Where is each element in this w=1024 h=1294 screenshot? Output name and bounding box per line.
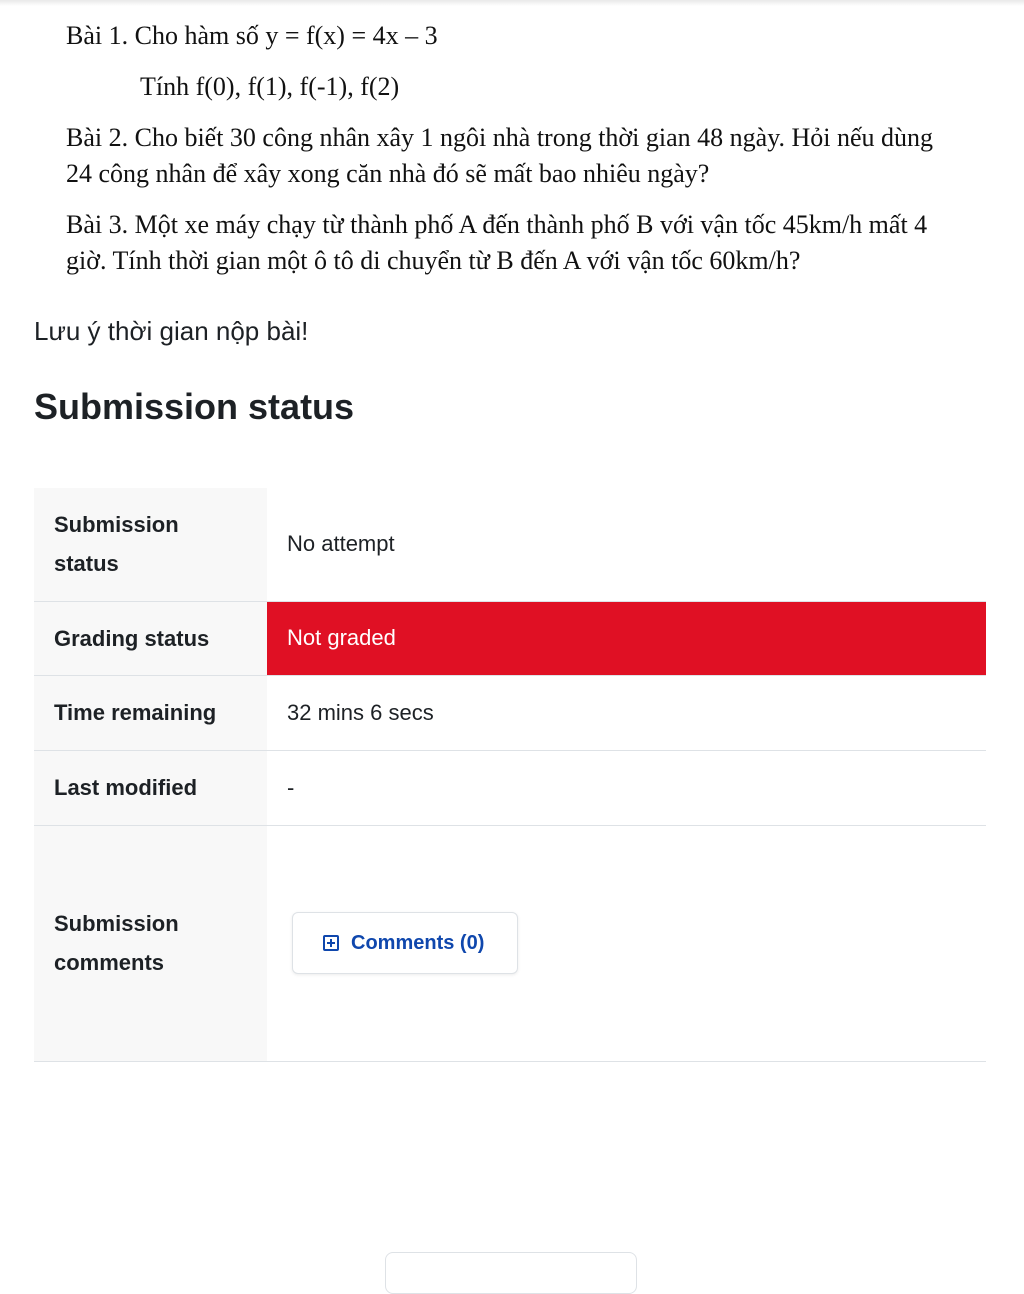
table-row — [34, 601, 986, 675]
exercise-3: Bài 3. Một xe máy chạy từ thành phố A đến thành phố B với vận tốc 45km/h mất 4 giờ. Tính thời gian một ô tô di chuyển từ B đến A với vận tốc 60km/h? — [66, 210, 928, 275]
table-row — [34, 488, 986, 601]
time-remaining-label: Time remaining — [34, 675, 267, 750]
bottom-action-box[interactable] — [385, 1252, 637, 1294]
submission-comments-label: Submission comments — [34, 825, 267, 1061]
exercise-1: Bài 1. Cho hàm số y = f(x) = 4x – 3 — [66, 21, 438, 50]
grading-status-value: Not graded — [267, 601, 986, 675]
table-row — [34, 825, 986, 1061]
submission-comments-cell — [267, 825, 986, 1061]
time-remaining-value: 32 mins 6 secs — [267, 675, 986, 750]
deadline-note: Lưu ý thời gian nộp bài! — [34, 316, 309, 346]
top-shadow — [0, 0, 1024, 6]
submission-status-value: No attempt — [267, 488, 986, 601]
exercise-2: Bài 2. Cho biết 30 công nhân xây 1 ngôi nhà trong thời gian 48 ngày. Hỏi nếu dùng 24 công nhân để xây xong căn nhà đó sẽ mất bao nhiêu ngày? — [66, 123, 934, 188]
submission-status-label: Submission status — [34, 488, 267, 601]
last-modified-label: Last modified — [34, 750, 267, 825]
comments-button-label: Comments (0) — [351, 931, 485, 954]
table-row — [34, 675, 986, 750]
grading-status-label: Grading status — [34, 601, 267, 675]
exercise-1-task: Tính f(0), f(1), f(-1), f(2) — [140, 72, 400, 101]
submission-status-table — [34, 488, 986, 1062]
last-modified-value: - — [267, 750, 986, 825]
plus-square-icon — [323, 935, 339, 951]
table-row — [34, 750, 986, 825]
comments-button[interactable] — [292, 912, 518, 974]
submission-status-heading: Submission status — [34, 386, 355, 427]
